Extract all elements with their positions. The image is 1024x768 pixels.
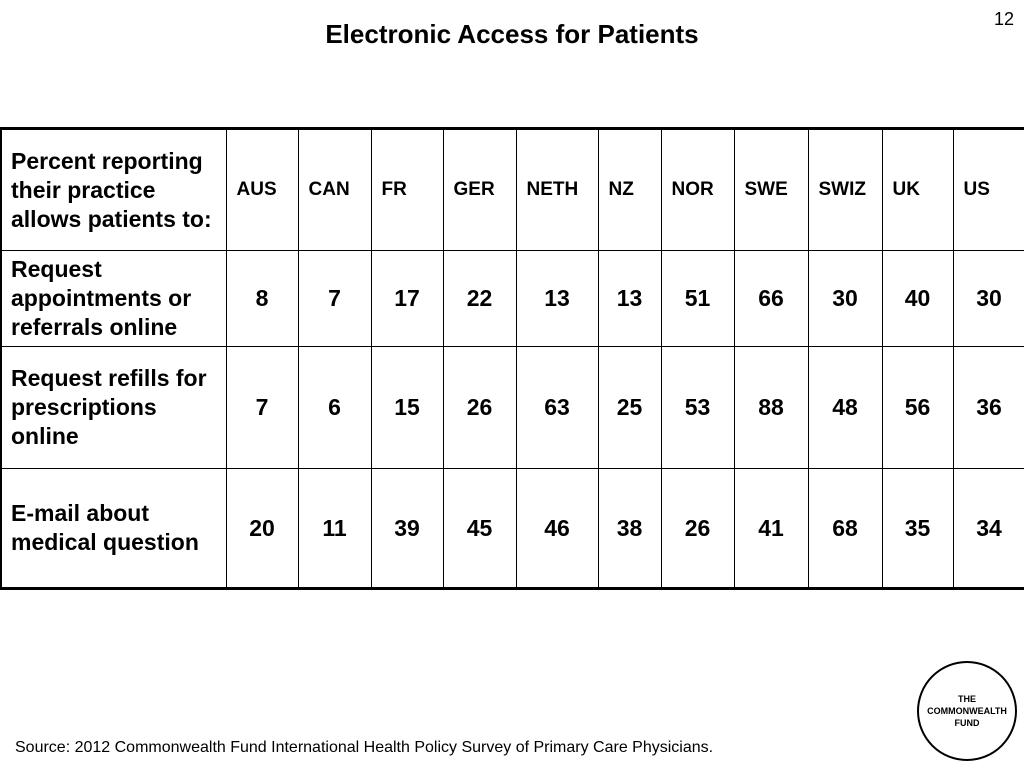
value-cell: 11	[298, 469, 371, 589]
logo-line: FUND	[954, 718, 980, 728]
value-cell: 51	[661, 251, 734, 347]
value-cell: 56	[882, 347, 953, 469]
value-cell: 34	[953, 469, 1024, 589]
value-cell: 48	[808, 347, 882, 469]
value-cell: 13	[598, 251, 661, 347]
value-cell: 7	[298, 251, 371, 347]
row-label: Request refills for prescriptions online	[1, 347, 226, 469]
value-cell: 36	[953, 347, 1024, 469]
value-cell: 41	[734, 469, 808, 589]
value-cell: 46	[516, 469, 598, 589]
value-cell: 30	[953, 251, 1024, 347]
source-note: Source: 2012 Commonwealth Fund International Health Policy Survey of Primary Care Physicians.	[15, 739, 714, 756]
value-cell: 35	[882, 469, 953, 589]
country-header: GER	[443, 129, 516, 251]
value-cell: 7	[226, 347, 298, 469]
value-cell: 26	[443, 347, 516, 469]
table-row	[1, 347, 1024, 469]
value-cell: 22	[443, 251, 516, 347]
logo-line: THE	[958, 694, 976, 704]
value-cell: 66	[734, 251, 808, 347]
country-header: NOR	[661, 129, 734, 251]
value-cell: 39	[371, 469, 443, 589]
value-cell: 38	[598, 469, 661, 589]
row-label: Request appointments or referrals online	[1, 251, 226, 347]
value-cell: 63	[516, 347, 598, 469]
table-header-row	[1, 129, 1024, 251]
table-row	[1, 251, 1024, 347]
value-cell: 40	[882, 251, 953, 347]
electronic-access-table	[0, 127, 1024, 590]
value-cell: 68	[808, 469, 882, 589]
country-header: UK	[882, 129, 953, 251]
value-cell: 6	[298, 347, 371, 469]
value-cell: 26	[661, 469, 734, 589]
slide-number: 12	[993, 9, 1014, 29]
country-header: SWE	[734, 129, 808, 251]
value-cell: 30	[808, 251, 882, 347]
logo-line: COMMONWEALTH	[927, 706, 1007, 716]
value-cell: 88	[734, 347, 808, 469]
country-header: US	[953, 129, 1024, 251]
value-cell: 25	[598, 347, 661, 469]
slide-title: Electronic Access for Patients	[325, 19, 699, 49]
country-header: NZ	[598, 129, 661, 251]
table-header-label: Percent reporting their practice allows patients to:	[1, 129, 226, 251]
value-cell: 15	[371, 347, 443, 469]
value-cell: 20	[226, 469, 298, 589]
row-label: E-mail about medical question	[1, 469, 226, 589]
country-header: CAN	[298, 129, 371, 251]
value-cell: 17	[371, 251, 443, 347]
value-cell: 8	[226, 251, 298, 347]
country-header: NETH	[516, 129, 598, 251]
country-header: AUS	[226, 129, 298, 251]
commonwealth-fund-logo	[917, 661, 1017, 761]
value-cell: 53	[661, 347, 734, 469]
country-header: FR	[371, 129, 443, 251]
country-header: SWIZ	[808, 129, 882, 251]
value-cell: 13	[516, 251, 598, 347]
table-row	[1, 469, 1024, 589]
value-cell: 45	[443, 469, 516, 589]
